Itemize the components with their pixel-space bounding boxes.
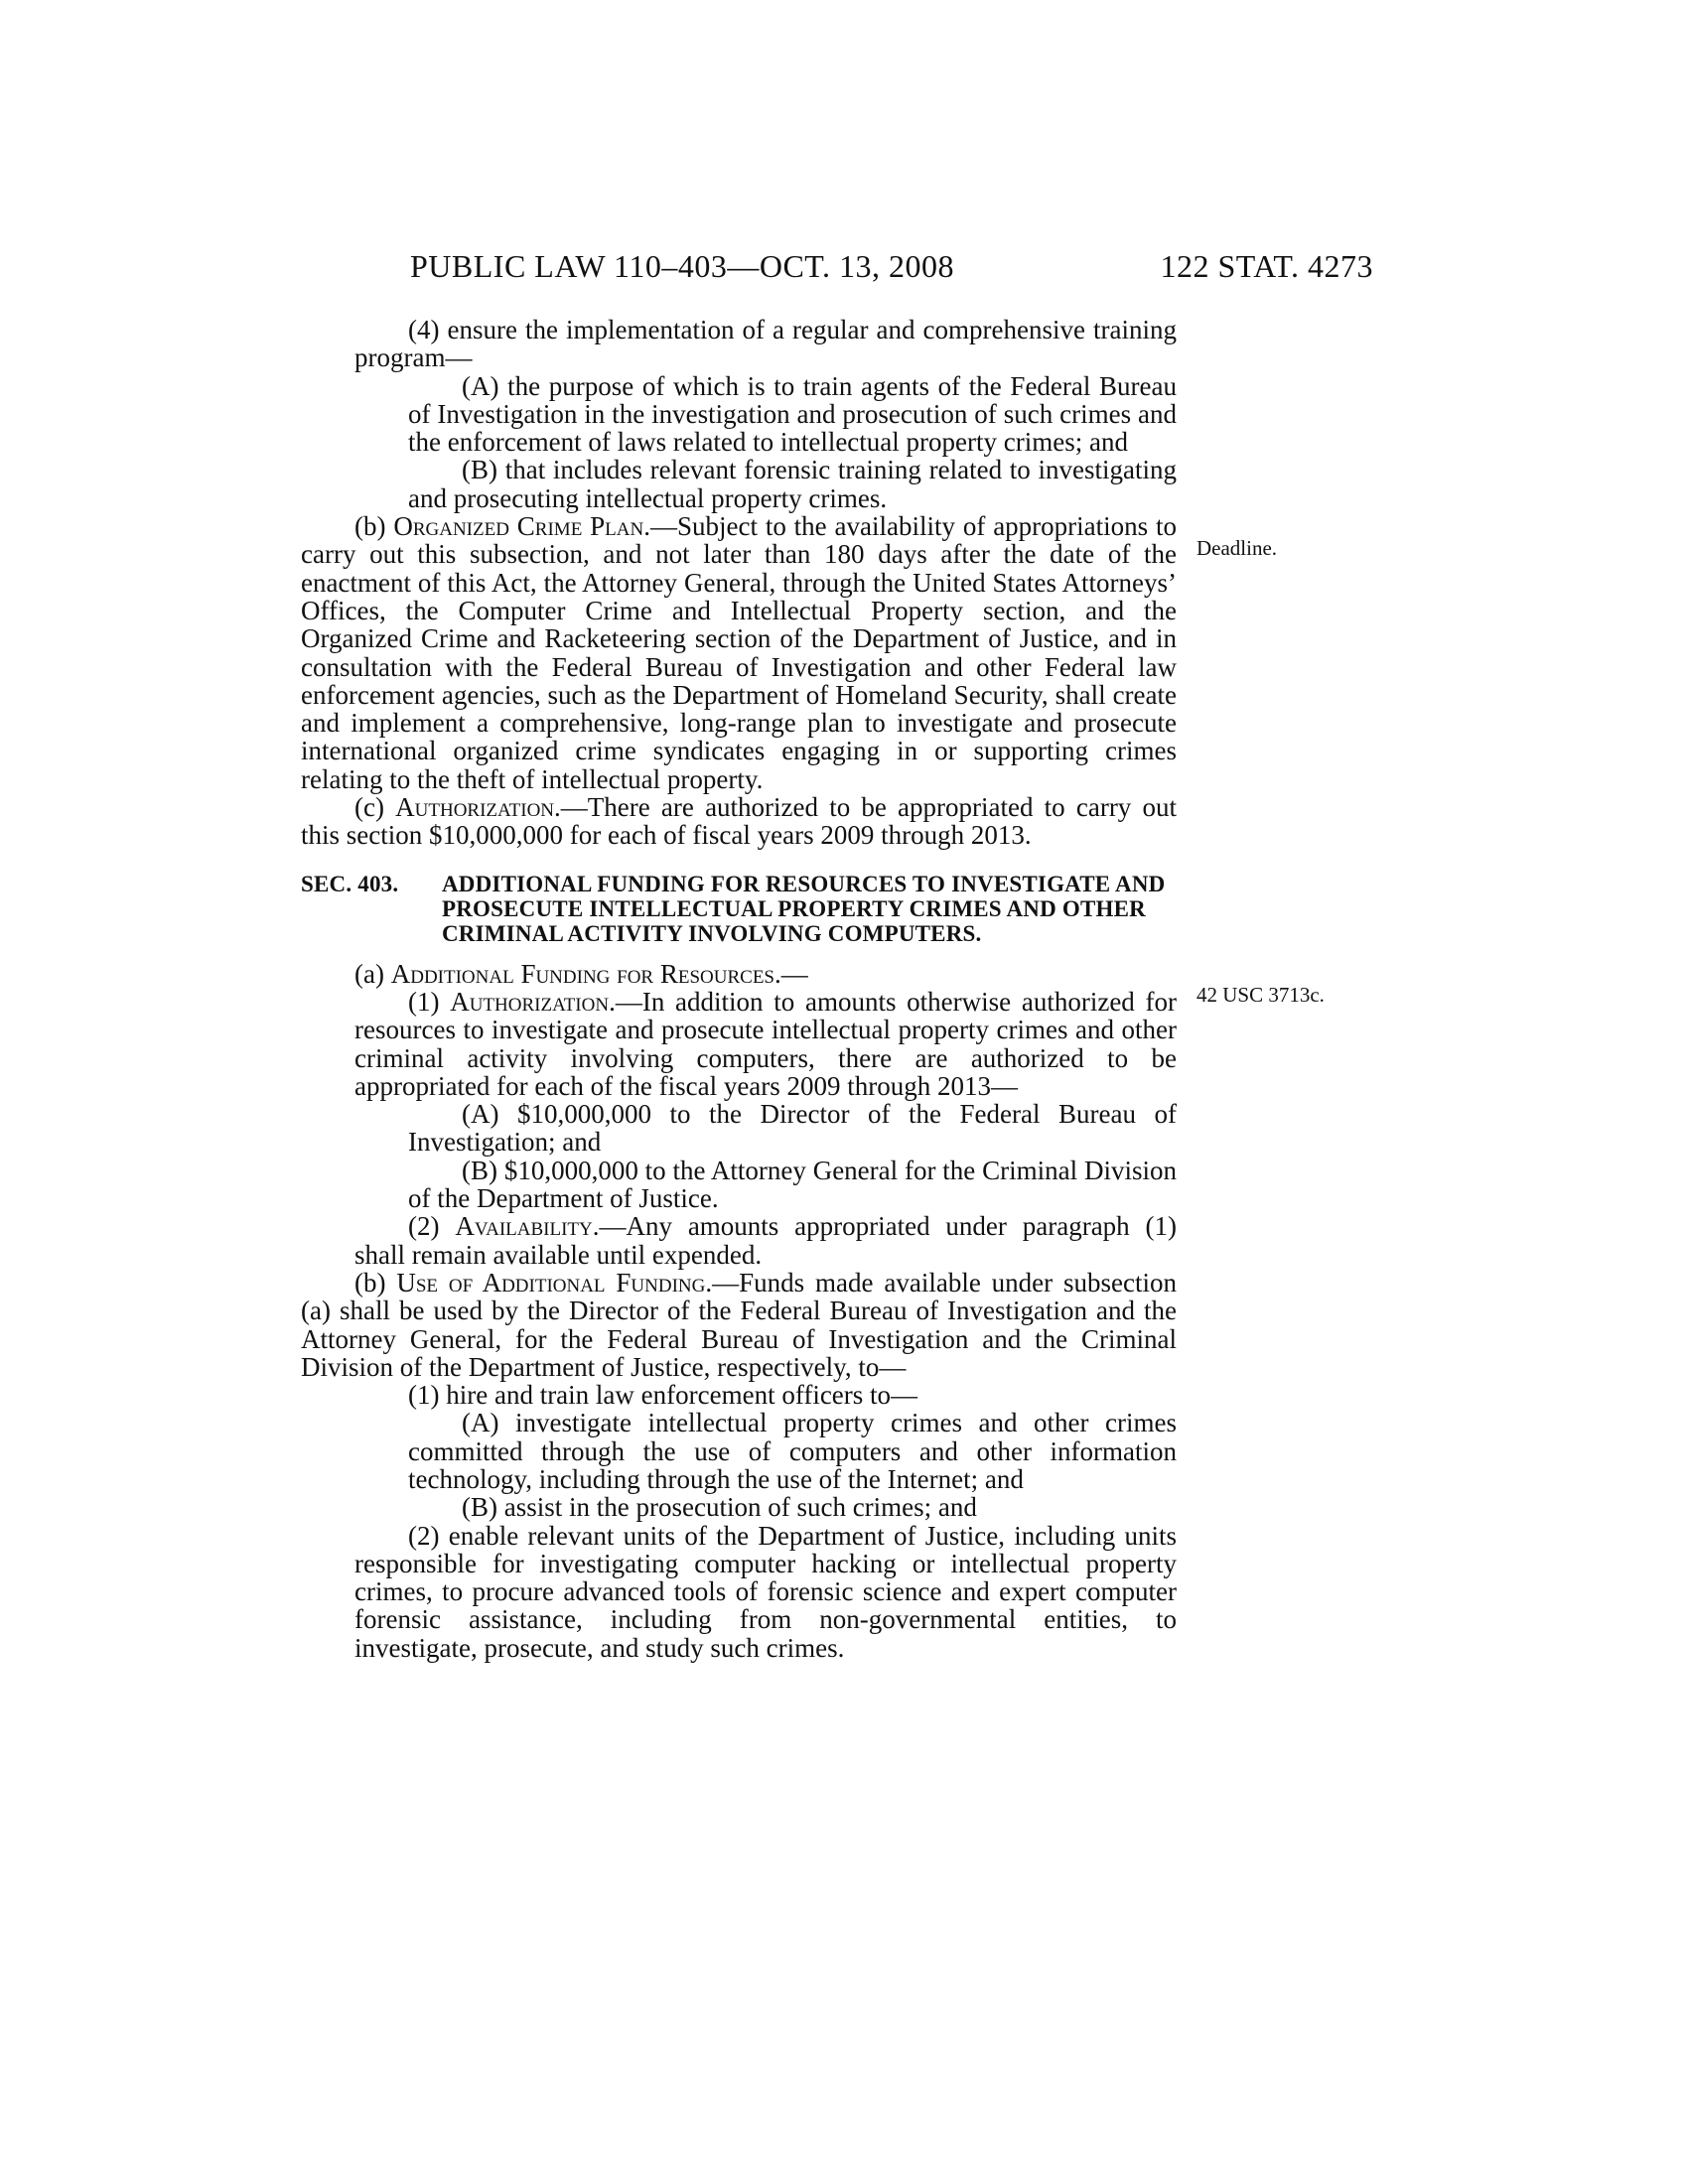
paragraph-4-A: (A) the purpose of which is to train agents of the Federal Bureau of Investigation in the investigation and prosecution of such crimes and the enforcement of laws related to intellectual property crimes; and bbox=[408, 370, 1177, 458]
paragraph-a-2-prefix: (2) bbox=[408, 1211, 456, 1242]
section-title: ADDITIONAL FUNDING FOR RESOURCES TO INVESTIGATE AND PROSECUTE INTELLECTUAL PROPERTY CRIMES AND OTHER CRIMINAL ACTIVITY INVOLVING COMPUTERS. bbox=[442, 871, 1166, 946]
subsection-b2-heading: Use of Additional Funding. bbox=[396, 1267, 713, 1297]
subsection-c-heading: Authorization. bbox=[395, 792, 561, 823]
margin-note-deadline: Deadline. bbox=[1196, 536, 1278, 560]
margin-note-usc: 42 USC 3713c. bbox=[1196, 983, 1325, 1007]
paragraph-a-1-B: (B) $10,000,000 to the Attorney General for the Criminal Division of the Department of Justice. bbox=[408, 1155, 1177, 1214]
subsection-c-text: —There are authorized to be appropriated to carry out this section $10,000,000 for each of fiscal years 2009 through 2013. bbox=[301, 792, 1177, 851]
paragraph-b-1: (1) hire and train law enforcement officers to— bbox=[408, 1380, 918, 1411]
section-403-heading bbox=[301, 872, 1177, 946]
subsection-a-heading bbox=[301, 960, 1177, 988]
subsection-b-organized-crime-plan bbox=[301, 512, 1177, 793]
document-body bbox=[301, 316, 1177, 1662]
subsection-b-text: —Subject to the availability of appropriations to carry out this subsection, and not later than 180 days after the date of the enactment of this Act, the Attorney General, through the United States Attorneys’ Offices, the Computer Crime and Intellectual Property section, and the Organized Crime and Racketeering section of the Department of Justice, and in consultation with the Federal Bureau of Investigation and other Federal law enforcement agencies, such as the Department of Homeland Security, shall create and implement a comprehensive, long-range plan to investigate and prosecute international organized crime syndicates engaging in or supporting crimes relating to the theft of intellectual property. bbox=[301, 511, 1178, 794]
paragraph-b-1-A: (A) investigate intellectual property crimes and other crimes committed through the use of computers and other information technology, including through the use of the Internet; and bbox=[408, 1408, 1177, 1494]
paragraph-a-1-text: —In addition to amounts otherwise authorized for resources to investigate and prosecute intellectual property crimes and other criminal activity involving computers, there are authorized to be appropriated for each of the fiscal years 2009 through 2013— bbox=[354, 986, 1177, 1101]
subsection-a-suffix: — bbox=[780, 958, 808, 989]
paragraph-a-1-heading: Authorization. bbox=[450, 986, 616, 1017]
header-law-citation: PUBLIC LAW 110–403—OCT. 13, 2008 bbox=[410, 248, 954, 284]
section-number: SEC. 403. bbox=[301, 871, 399, 896]
paragraph-4: (4) ensure the implementation of a regular and comprehensive training program— bbox=[354, 315, 1177, 373]
paragraph-a-1-A: (A) $10,000,000 to the Director of the Federal Bureau of Investigation; and bbox=[408, 1099, 1177, 1158]
subsection-a-prefix: (a) bbox=[354, 958, 391, 989]
paragraph-a-2-text: —Any amounts appropriated under paragraph (1) shall remain available until expended. bbox=[354, 1211, 1177, 1270]
paragraph-a-2-heading: Availability. bbox=[455, 1211, 600, 1242]
subsection-b-use-of-funding bbox=[301, 1269, 1177, 1381]
paragraph-a-1 bbox=[301, 988, 1177, 1100]
subsection-c-prefix: (c) bbox=[354, 792, 396, 823]
subsection-b-prefix: (b) bbox=[354, 511, 394, 542]
subsection-b2-prefix: (b) bbox=[354, 1267, 397, 1297]
subsection-b-heading: Organized Crime Plan. bbox=[393, 511, 650, 542]
subsection-a-heading-text: Additional Funding for Resources. bbox=[390, 958, 781, 989]
paragraph-b-2: (2) enable relevant units of the Department of Justice, including units responsible for investigating computer hacking or intellectual property crimes, to procure advanced tools of forensic science and expert computer forensic assistance, including from non-governmental entities, to investigate, prosecute, and study such crimes. bbox=[354, 1520, 1177, 1663]
subsection-c-authorization bbox=[301, 793, 1177, 850]
paragraph-4-B: (B) that includes relevant forensic training related to investigating and prosecuting intellectual property crimes. bbox=[408, 455, 1177, 513]
paragraph-b-1-B: (B) assist in the prosecution of such crimes; and bbox=[462, 1492, 977, 1523]
header-stat-citation: 122 STAT. 4273 bbox=[1160, 248, 1373, 284]
subsection-b2-text: —Funds made available under subsection (a) shall be used by the Director of the Federal Bureau of Investigation and the Attorney General, for the Federal Bureau of Investigation and the Criminal Division of the Department of Justice, respectively, to— bbox=[301, 1267, 1178, 1382]
paragraph-a-1-prefix: (1) bbox=[408, 986, 451, 1017]
paragraph-a-2 bbox=[301, 1212, 1177, 1269]
